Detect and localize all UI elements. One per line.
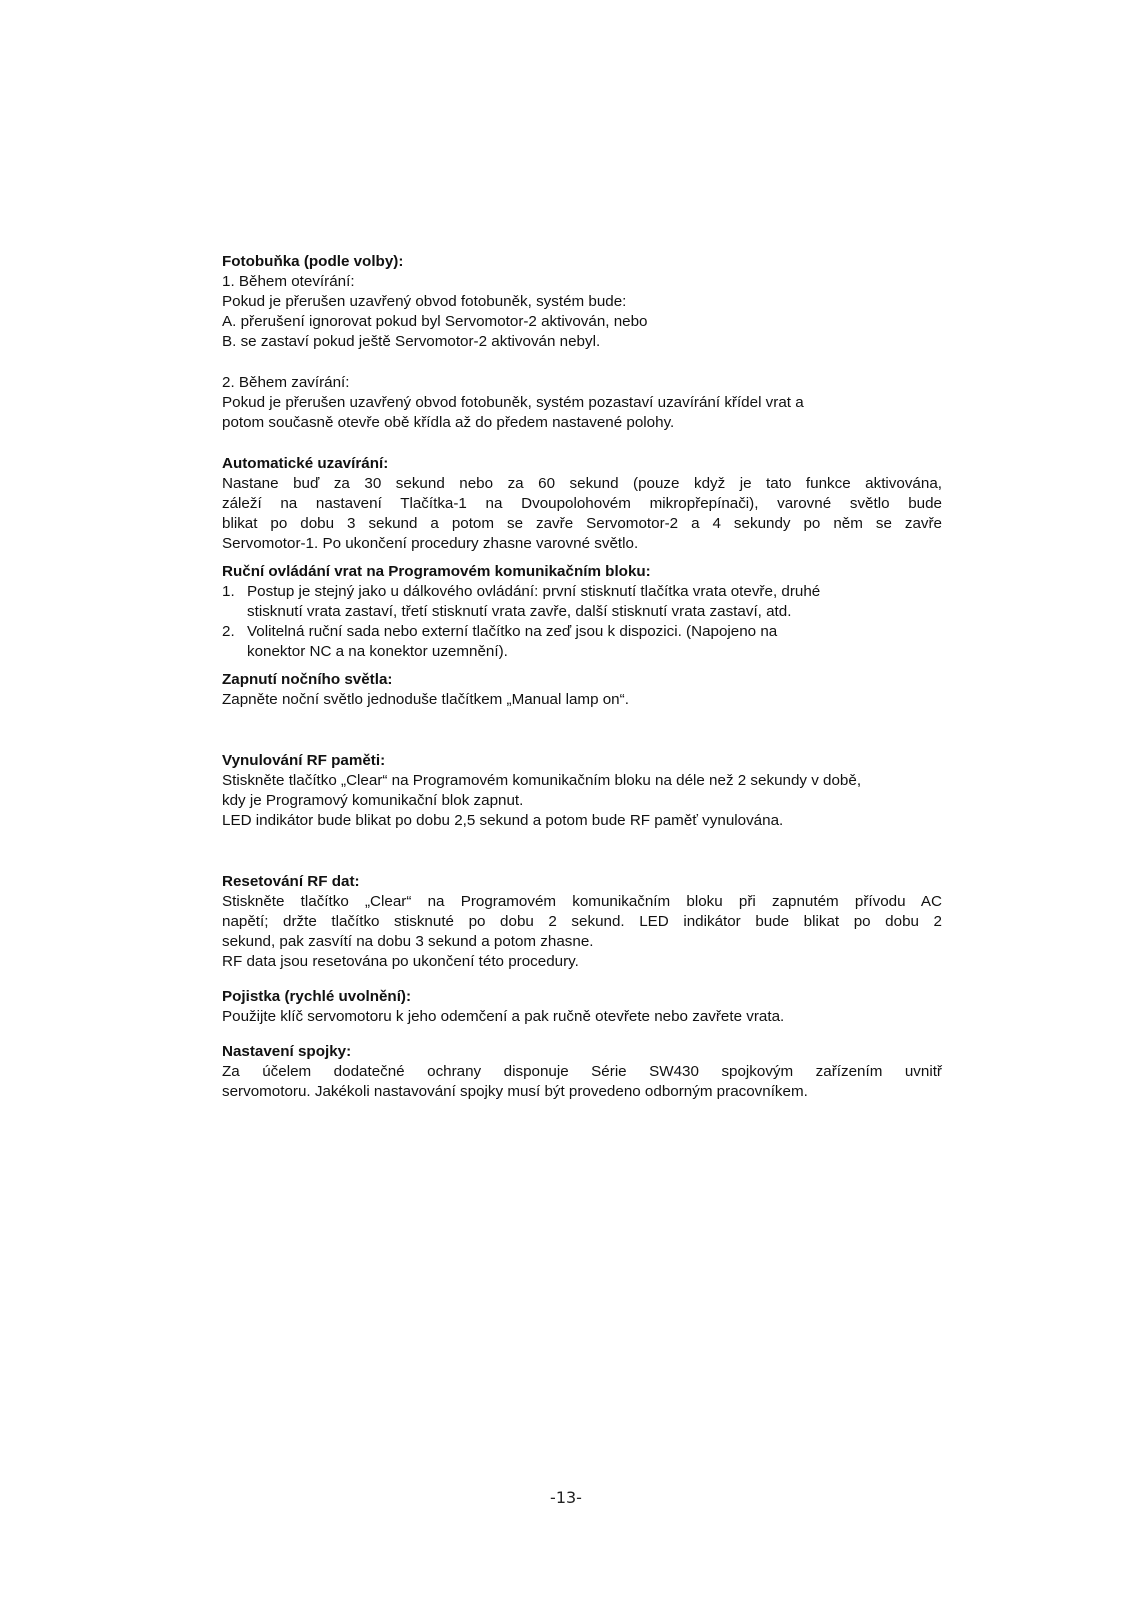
section-heading: Fotobuňka (podle volby): xyxy=(222,253,404,270)
section-heading: Automatické uzavírání: xyxy=(222,455,389,472)
section-fotobunka xyxy=(222,252,942,433)
section-heading: Nastavení spojky: xyxy=(222,1043,352,1060)
text-line: servomotoru. Jakékoli nastavování spojky musí být provedeno odborným pracovníkem. xyxy=(222,1083,808,1100)
text-line: sekund, pak zasvítí na dobu 3 sekund a potom zhasne. xyxy=(222,933,594,950)
section-heading: Resetování RF dat: xyxy=(222,873,360,890)
text-line: Zapněte noční světlo jednoduše tlačítkem „Manual lamp on“. xyxy=(222,691,629,708)
section-heading: Ruční ovládání vrat na Programovém komunikačním bloku: xyxy=(222,563,651,580)
section-heading: Pojistka (rychlé uvolnění): xyxy=(222,988,412,1005)
page-content xyxy=(222,252,942,1102)
list-item-number: 1. xyxy=(222,583,235,600)
list-item-continuation: konektor NC a na konektor uzemnění). xyxy=(247,643,508,660)
text-line: Pokud je přerušen uzavřený obvod fotobuněk, systém bude: xyxy=(222,293,627,310)
list-item-number: 2. xyxy=(222,623,235,640)
section-nastaveni-spojky xyxy=(222,1042,942,1102)
text-line: kdy je Programový komunikační blok zapnut. xyxy=(222,792,524,809)
text-line: Za účelem dodatečné ochrany disponuje Série SW430 spojkovým zařízením uvnitř xyxy=(222,1063,942,1080)
text-line: LED indikátor bude blikat po dobu 2,5 sekund a potom bude RF paměť vynulována. xyxy=(222,812,784,829)
text-line: Nastane buď za 30 sekund nebo za 60 sekund (pouze když je tato funkce aktivována, xyxy=(222,475,942,492)
text-line: Stiskněte tlačítko „Clear“ na Programovém komunikačním bloku na déle než 2 sekundy v době, xyxy=(222,772,862,789)
list-item xyxy=(222,622,942,642)
text-line: B. se zastaví pokud ještě Servomotor-2 aktivován nebyl. xyxy=(222,333,601,350)
section-automaticke-uzavirani xyxy=(222,454,942,554)
text-line: Pokud je přerušen uzavřený obvod fotobuněk, systém pozastaví uzavírání křídel vrat a xyxy=(222,394,804,411)
text-line: RF data jsou resetována po ukončení této procedury. xyxy=(222,953,579,970)
section-heading: Zapnutí nočního světla: xyxy=(222,671,393,688)
section-heading: Vynulování RF paměti: xyxy=(222,752,386,769)
section-rucni-ovladani xyxy=(222,562,942,662)
text-line: 2. Během zavírání: xyxy=(222,374,350,391)
list-item-continuation: stisknutí vrata zastaví, třetí stisknutí vrata zavře, další stisknutí vrata zastaví, atd. xyxy=(247,603,792,620)
text-line: A. přerušení ignorovat pokud byl Servomotor-2 aktivován, nebo xyxy=(222,313,648,330)
text-line: 1. Během otevírání: xyxy=(222,273,355,290)
list-item xyxy=(222,582,942,602)
text-line: Použijte klíč servomotoru k jeho odemčení a pak ručně otevřete nebo zavřete vrata. xyxy=(222,1008,785,1025)
text-line: potom současně otevře obě křídla až do předem nastavené polohy. xyxy=(222,414,675,431)
text-line: záleží na nastavení Tlačítka-1 na Dvoupolohovém mikropřepínači), varovné světlo bude xyxy=(222,495,942,512)
text-line: Stiskněte tlačítko „Clear“ na Programovém komunikačním bloku při zapnutém přívodu AC xyxy=(222,893,942,910)
text-line: napětí; držte tlačítko stisknuté po dobu 2 sekund. LED indikátor bude blikat po dobu 2 xyxy=(222,913,942,930)
section-vynulovani-rf xyxy=(222,751,942,831)
list-item-text: Postup je stejný jako u dálkového ovládání: první stisknutí tlačítka vrata otevře, druhé xyxy=(247,583,821,600)
list-item-text: Volitelná ruční sada nebo externí tlačítko na zeď jsou k dispozici. (Napojeno na xyxy=(247,623,778,640)
section-resetovani-rf xyxy=(222,872,942,972)
text-line: blikat po dobu 3 sekund a potom se zavře Servomotor-2 a 4 sekundy po něm se zavře xyxy=(222,515,942,532)
page-number: -13- xyxy=(550,1488,582,1507)
section-nocni-svetlo xyxy=(222,670,942,710)
section-pojistka xyxy=(222,987,942,1027)
text-line: Servomotor-1. Po ukončení procedury zhasne varovné světlo. xyxy=(222,535,639,552)
